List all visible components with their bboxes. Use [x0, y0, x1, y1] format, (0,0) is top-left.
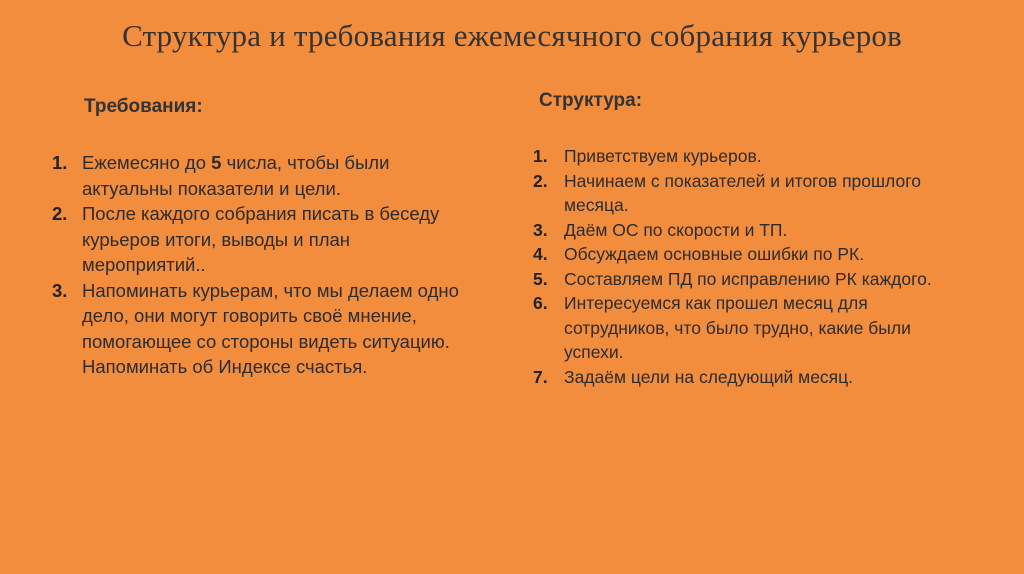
structure-item-3 [533, 218, 973, 243]
list-item-text: Приветствуем курьеров. [564, 146, 762, 166]
list-item-text [82, 150, 472, 201]
list-number: 3. [52, 279, 68, 301]
item-text-part: числа, чтобы были актуальны показатели и цели. [82, 152, 390, 199]
item-text-bold: 5 [211, 152, 222, 173]
list-item-text: После каждого собрания писать в беседу курьеров итоги, выводы и план мероприятий.. [82, 203, 440, 275]
structure-item-2 [533, 169, 973, 218]
list-number: 5. [533, 268, 548, 289]
item-text-part: Ежемесяно до [82, 152, 212, 173]
structure-list [533, 144, 973, 389]
list-item-text: Интересуемся как прошел месяц для сотрудников, что было трудно, какие были успехи. [564, 293, 911, 362]
structure-heading: Структура: [539, 90, 643, 111]
list-number: 4. [533, 244, 548, 264]
structure-item-5 [533, 267, 973, 292]
list-number: 2. [533, 170, 548, 191]
list-item-text: Обсуждаем основные ошибки по РК. [564, 244, 865, 264]
list-item-text: Даём ОС по скорости и ТП. [564, 219, 788, 240]
list-item-text: Составляем ПД по исправлению РК каждого. [564, 268, 932, 289]
list-number: 1. [533, 146, 548, 166]
structure-item-1 [533, 144, 973, 169]
requirements-item-1 [52, 150, 472, 201]
list-number: 3. [533, 219, 548, 240]
structure-item-7 [533, 365, 973, 390]
structure-item-6 [533, 291, 973, 365]
list-item-text: Задаём цели на следующий месяц. [564, 366, 854, 387]
requirements-column [52, 96, 472, 380]
structure-item-4 [533, 242, 973, 267]
requirements-heading: Требования: [84, 96, 203, 117]
list-number: 6. [533, 293, 548, 313]
list-number: 2. [52, 203, 68, 224]
requirements-item-3 [52, 278, 472, 380]
list-item-text: Начинаем с показателей и итогов прошлого месяца. [564, 170, 921, 215]
list-number: 7. [533, 366, 548, 387]
requirements-list [52, 150, 472, 380]
slide-title: Структура и требования ежемесячного собрания курьеров [122, 18, 902, 53]
list-item-text: Напоминать курьерам, что мы делаем одно дело, они могут говорить своё мнение, помогающее со стороны видеть ситуацию. Напоминать об Индексе счастья. [82, 279, 459, 377]
structure-column [533, 90, 973, 389]
requirements-item-2 [52, 201, 472, 278]
list-number: 1. [52, 152, 68, 173]
